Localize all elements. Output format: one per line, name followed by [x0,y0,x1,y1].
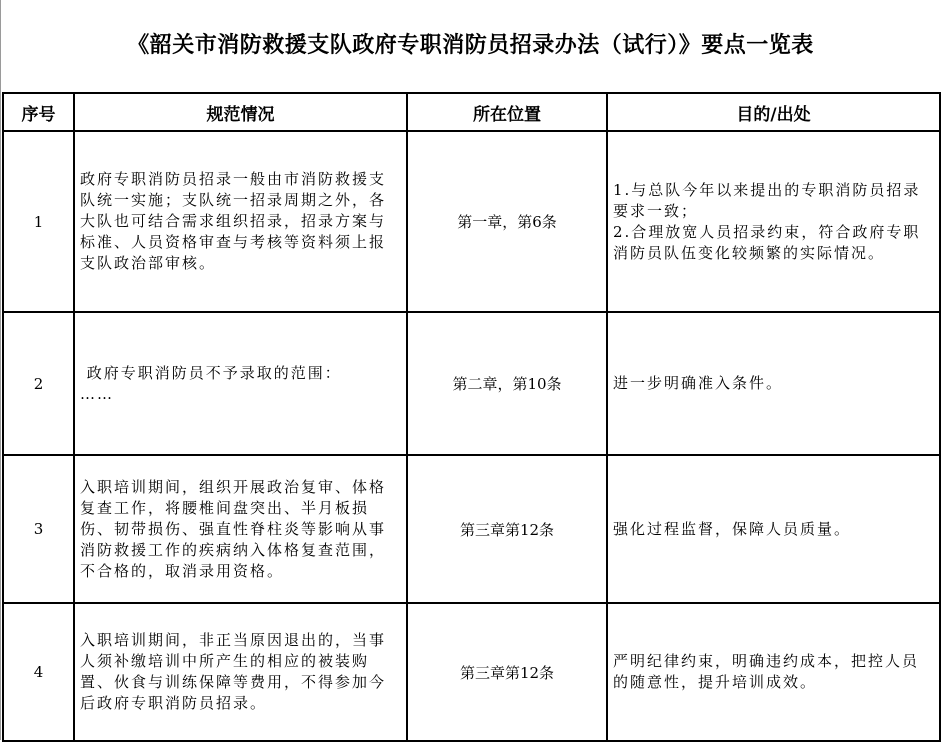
row-purpose: 严明纪律约束，明确违约成本，把控人员的随意性，提升培训成效。 [607,603,940,741]
row-seq: 3 [3,455,74,603]
row-seq: 4 [3,603,74,741]
row-desc: 入职培训期间，非正当原因退出的，当事人须补缴培训中所产生的相应的被装购置、伙食与训练保障等费用，不得参加今后政府专职消防员招录。 [74,603,407,741]
page-title: 《韶关市消防救援支队政府专职消防员招录办法（试行）》要点一览表 [127,33,814,58]
sheet-left-border [0,0,1,740]
row-purpose: 1.与总队今年以来提出的专职消防员招录要求一致； 2.合理放宽人员招录约束，符合政府专职消防员队伍变化较频繁的实际情况。 [607,131,940,312]
table-row [3,455,940,603]
row-purpose: 进一步明确准入条件。 [607,312,940,455]
table-row [3,312,940,455]
header-purpose: 目的/出处 [607,93,940,131]
row-desc: 政府专职消防员不予录取的范围： …… [74,312,407,455]
table-row [3,131,940,312]
row-seq: 1 [3,131,74,312]
row-location: 第三章第12条 [407,603,607,741]
row-purpose: 强化过程监督，保障人员质量。 [607,455,940,603]
row-seq: 2 [3,312,74,455]
row-desc: 入职培训期间，组织开展政治复审、体格复查工作，将腰椎间盘突出、半月板损伤、韧带损伤、强直性脊柱炎等影响从事消防救援工作的疾病纳入体格复查范围，不合格的，取消录用资格。 [74,455,407,603]
row-desc: 政府专职消防员招录一般由市消防救援支队统一实施；支队统一招录周期之外，各大队也可结合需求组织招录，招录方案与标准、人员资格审查与考核等资料须上报支队政治部审核。 [74,131,407,312]
row-location: 第三章第12条 [407,455,607,603]
header-desc: 规范情况 [74,93,407,131]
row-location: 第一章，第6条 [407,131,607,312]
header-location: 所在位置 [407,93,607,131]
table-header-row [3,93,940,131]
summary-table [2,92,941,742]
row-location: 第二章，第10条 [407,312,607,455]
header-seq: 序号 [3,93,74,131]
table-row [3,603,940,741]
